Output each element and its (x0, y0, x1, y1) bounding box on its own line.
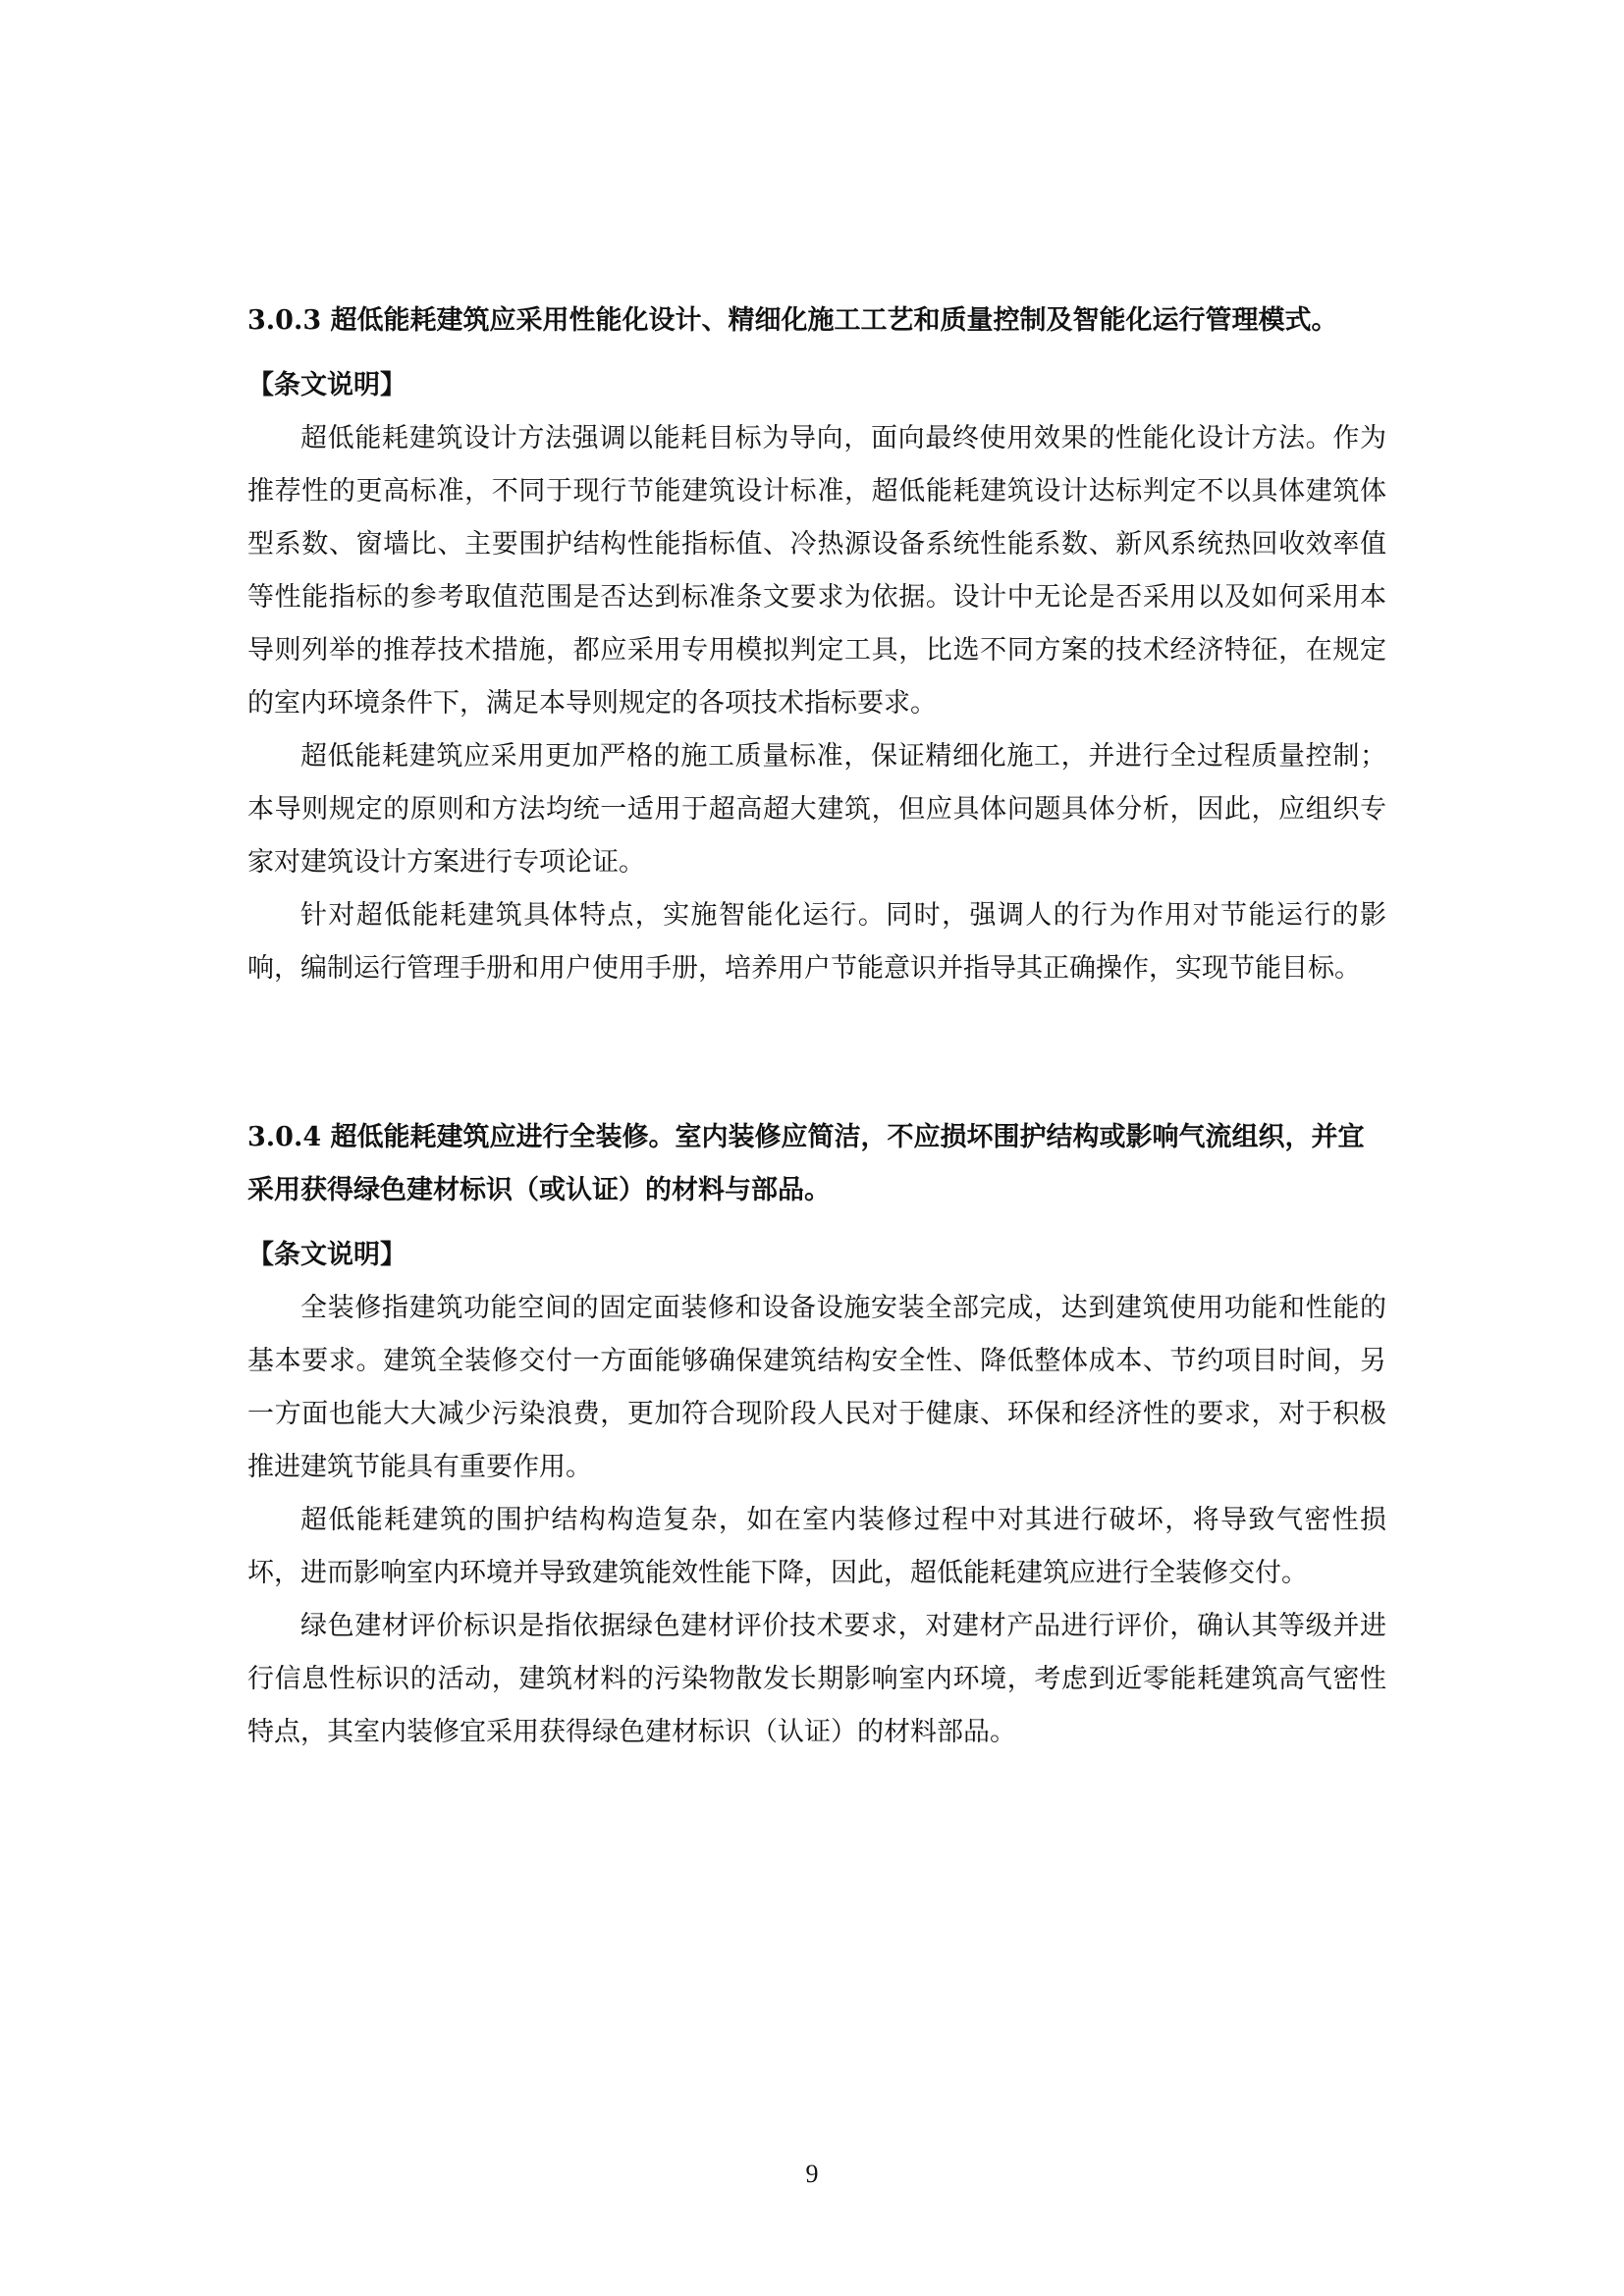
section-spacer (247, 995, 1386, 1111)
spacer (247, 1217, 1386, 1229)
note-label-3-0-4: 【条文说明】 (247, 1240, 406, 1270)
clause-heading-3-0-3: 3.0.3 超低能耗建筑应采用性能化设计、精细化施工工艺和质量控制及智能化运行管理模式。 (247, 305, 1338, 336)
paragraph: 超低能耗建筑的围护结构构造复杂，如在室内装修过程中对其进行破坏，将导致气密性损坏，进而影响室内环境并导致建筑能效性能下降，因此，超低能耗建筑应进行全装修交付。 (247, 1505, 1386, 1588)
paragraph: 超低能耗建筑设计方法强调以能耗目标为导向，面向最终使用效果的性能化设计方法。作为推荐性的更高标准，不同于现行节能建筑设计标准，超低能耗建筑设计达标判定不以具体建筑体型系数、窗墙比、主要围护结构性能指标值、冷热源设备系统性能系数、新风系统热回收效率值等性能指标的参考取值范围是否达到标准条文要求为依据。设计中无论是否采用以及如何采用本导则列举的推荐技术措施，都应采用专用模拟判定工具，比选不同方案的技术经济特征，在规定的室内环境条件下，满足本导则规定的各项技术指标要求。 (247, 423, 1386, 719)
note-label-3-0-3: 【条文说明】 (247, 370, 406, 400)
paragraph: 针对超低能耗建筑具体特点，实施智能化运行。同时，强调人的行为作用对节能运行的影响，编制运行管理手册和用户使用手册，培养用户节能意识并指导其正确操作，实现节能目标。 (247, 900, 1386, 984)
paragraph: 全装修指建筑功能空间的固定面装修和设备设施安装全部完成，达到建筑使用功能和性能的基本要求。建筑全装修交付一方面能够确保建筑结构安全性、降低整体成本、节约项目时间，另一方面也能大大减少污染浪费，更加符合现阶段人民对于健康、环保和经济性的要求，对于积极推进建筑节能具有重要作用。 (247, 1293, 1386, 1482)
page-number: 9 (805, 2160, 819, 2188)
spacer (247, 347, 1386, 359)
paragraph: 超低能耗建筑应采用更加严格的施工质量标准，保证精细化施工，并进行全过程质量控制；本导则规定的原则和方法均统一适用于超高超大建筑，但应具体问题具体分析，因此，应组织专家对建筑设计方案进行专项论证。 (247, 741, 1386, 878)
page-content (247, 294, 1386, 1759)
clause-heading-3-0-4: 3.0.4 超低能耗建筑应进行全装修。室内装修应简洁，不应损坏围护结构或影响气流组织，并宜采用获得绿色建材标识（或认证）的材料与部品。 (247, 1122, 1365, 1205)
paragraph: 绿色建材评价标识是指依据绿色建材评价技术要求，对建材产品进行评价，确认其等级并进行信息性标识的活动，建筑材料的污染物散发长期影响室内环境，考虑到近零能耗建筑高气密性特点，其室内装修宜采用获得绿色建材标识（认证）的材料部品。 (247, 1611, 1386, 1747)
